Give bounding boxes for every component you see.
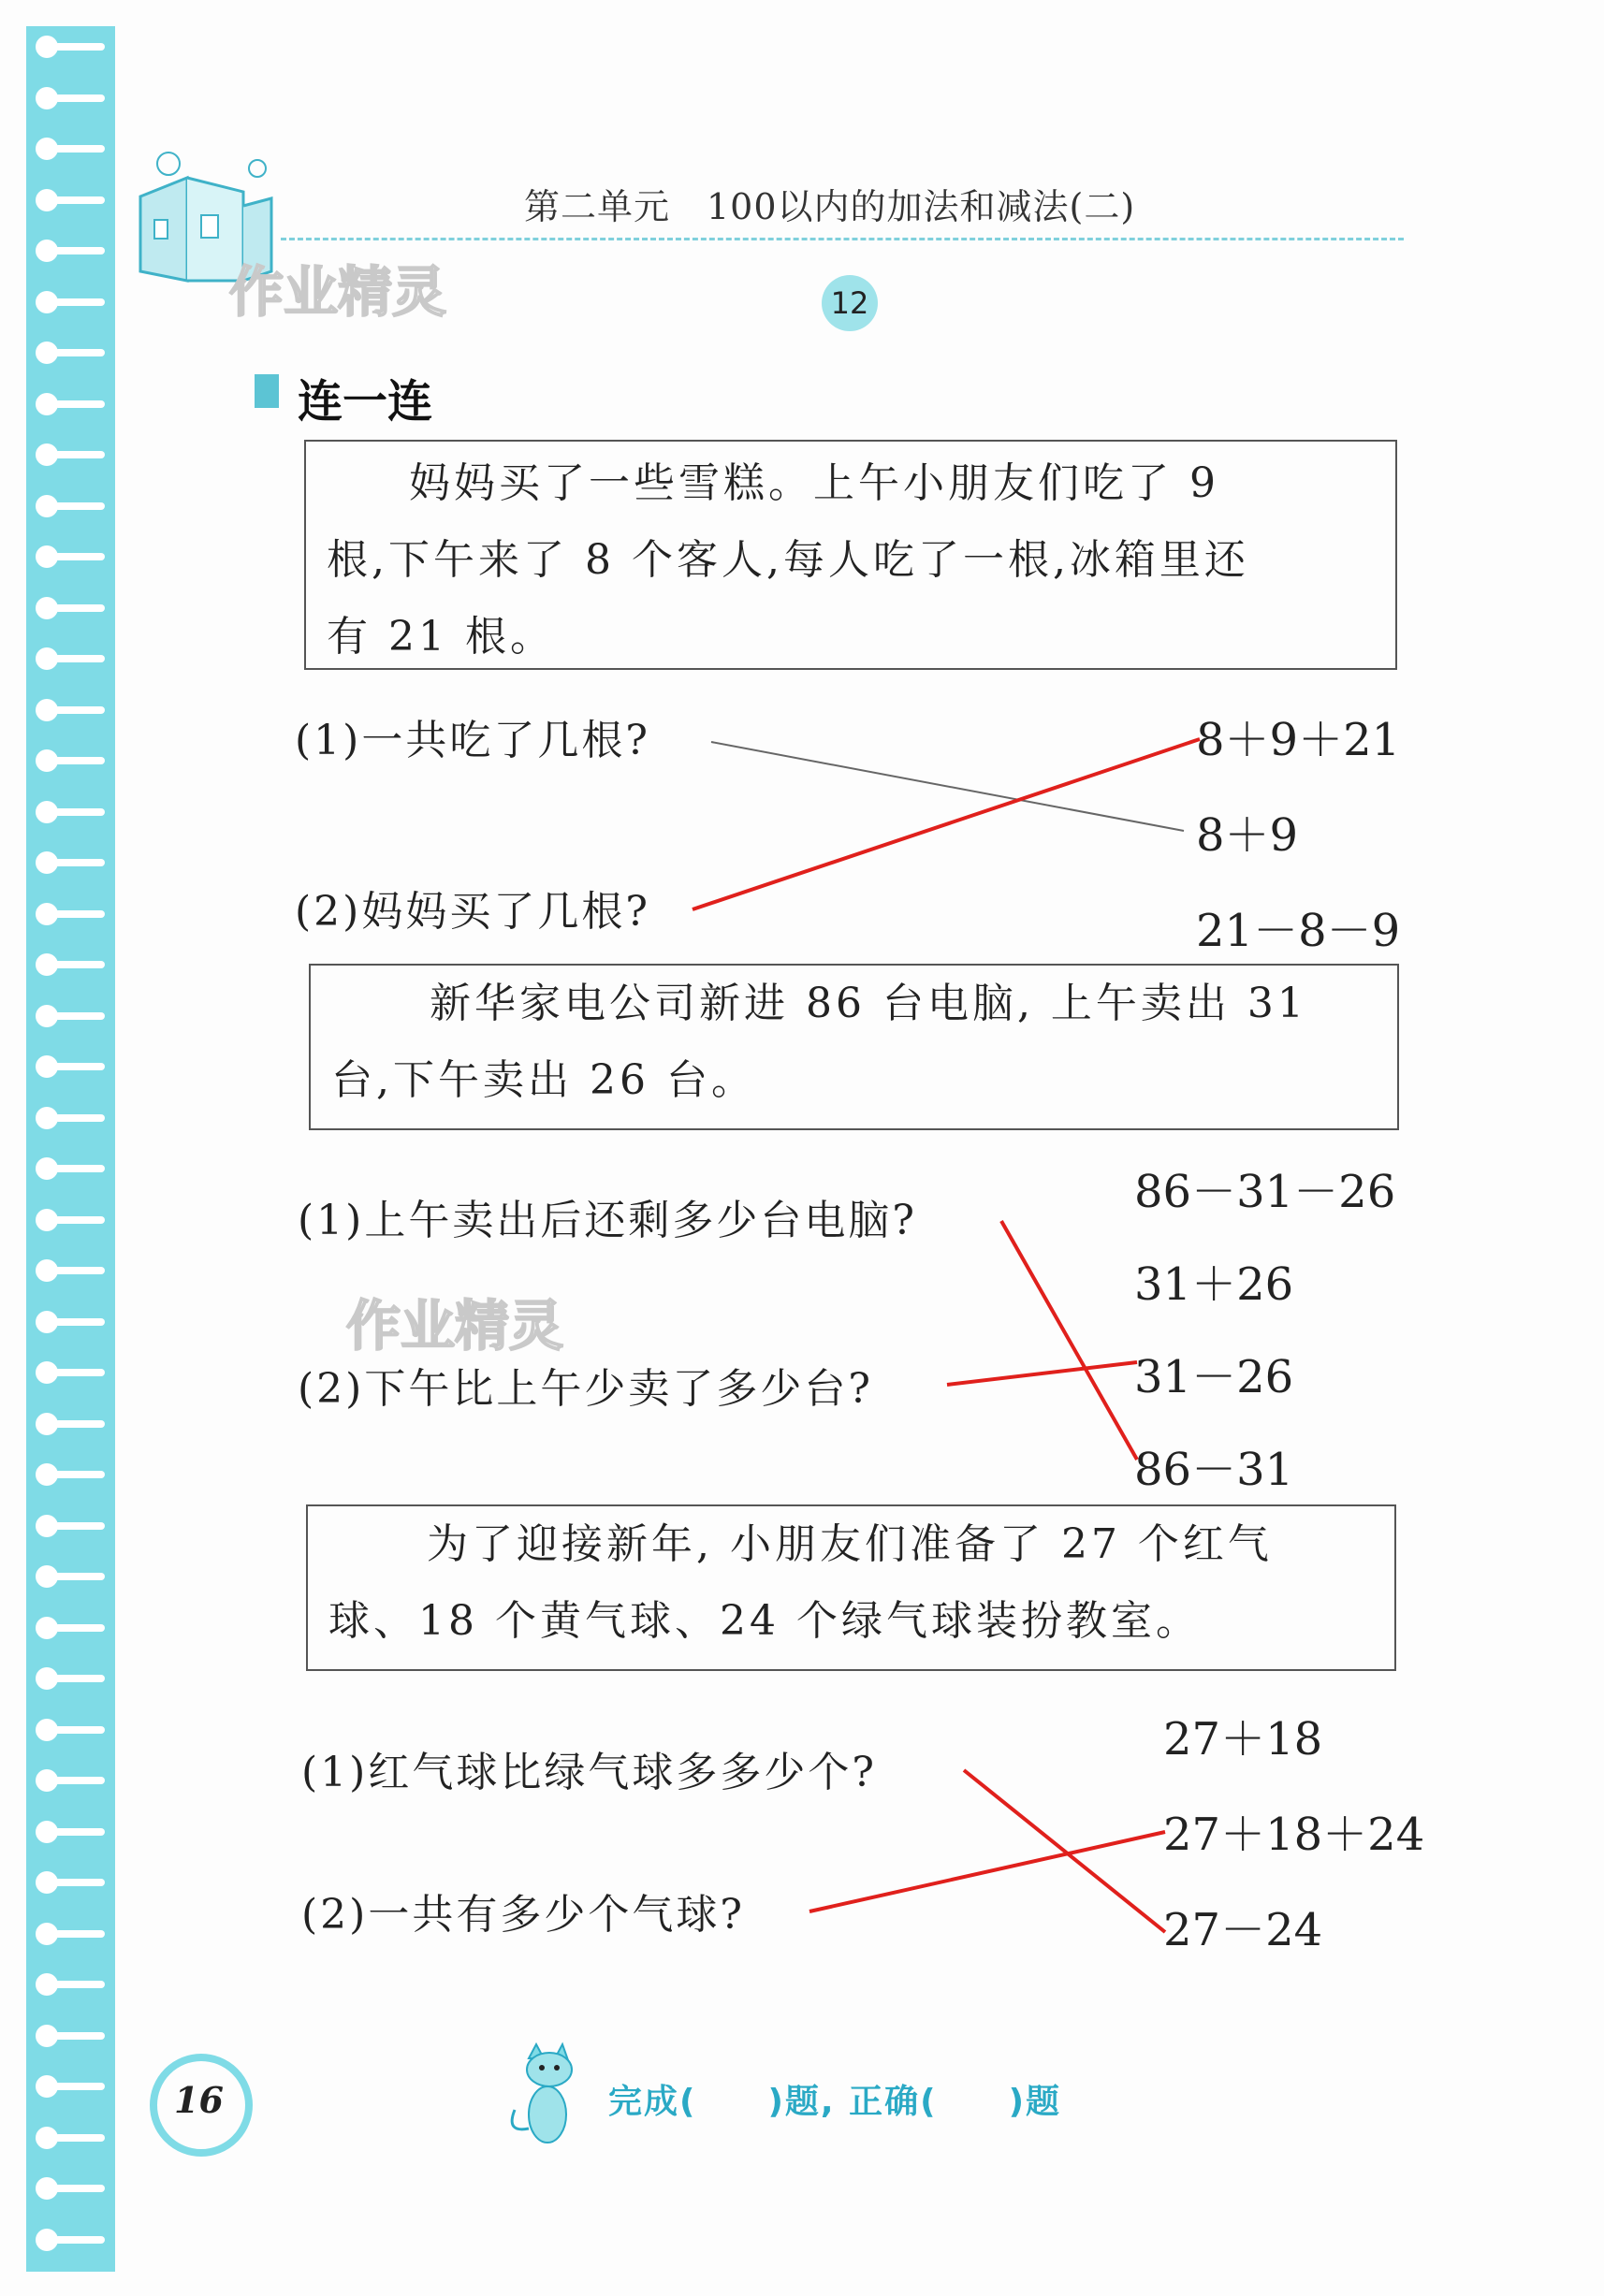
problem1-line: 根,下午来了 8 个客人,每人吃了一根,冰箱里还 — [327, 536, 1249, 584]
binding-ring — [36, 1055, 105, 1078]
problem3-question-1: (1)红气球比绿气球多多少个? — [301, 1749, 877, 1796]
problem3-line: 球、18 个黄气球、24 个绿气球装扮教室。 — [328, 1597, 1201, 1645]
binding-ring — [36, 240, 105, 262]
binding-ring — [36, 851, 105, 874]
binding-ring — [36, 393, 105, 415]
binding-ring — [36, 1107, 105, 1129]
binding-ring — [36, 801, 105, 823]
problem1-expression[interactable]: 8＋9 — [1196, 809, 1299, 862]
binding-ring — [36, 1515, 105, 1537]
binding-ring — [36, 495, 105, 517]
problem2-expression[interactable]: 86－31 — [1134, 1444, 1294, 1496]
binding-ring — [36, 1311, 105, 1333]
binding-ring — [36, 1259, 105, 1282]
binding-ring — [36, 749, 105, 772]
cat-icon — [501, 2040, 594, 2152]
problem3-line: 为了迎接新年, 小朋友们准备了 27 个红气 — [427, 1520, 1273, 1568]
binding-ring — [36, 443, 105, 466]
binding-ring — [36, 189, 105, 211]
problem1-question-1: (1)一共吃了几根? — [295, 717, 650, 764]
problem3-expression[interactable]: 27－24 — [1163, 1904, 1323, 1956]
problem2-question-2: (2)下午比上午少卖了多少台? — [298, 1365, 873, 1413]
answer-line — [693, 739, 1200, 909]
binding-ring — [36, 2075, 105, 2098]
binding-ring — [36, 1565, 105, 1588]
binding-ring — [36, 1361, 105, 1384]
pencil-line — [711, 742, 1184, 831]
binding-ring — [36, 1667, 105, 1690]
binding-ring — [36, 1157, 105, 1180]
binding-ring — [36, 1209, 105, 1231]
binding-ring — [36, 291, 105, 313]
binding-ring — [36, 341, 105, 364]
problem2-expression[interactable]: 86－31－26 — [1134, 1166, 1396, 1218]
problem2-question-1: (1)上午卖出后还剩多少台电脑? — [298, 1197, 917, 1244]
problem1-expression[interactable]: 21－8－9 — [1196, 905, 1401, 957]
binding-ring — [36, 2025, 105, 2047]
section-title: 连一连 — [298, 375, 433, 428]
binding-ring — [36, 1769, 105, 1792]
binding-ring — [36, 545, 105, 568]
problem2-line: 台,下午卖出 26 台。 — [331, 1056, 756, 1104]
binding-ring — [36, 1005, 105, 1027]
problem2-line: 新华家电公司新进 86 台电脑, 上午卖出 31 — [430, 980, 1307, 1027]
binding-ring — [36, 903, 105, 925]
problem2-expression[interactable]: 31＋26 — [1134, 1258, 1294, 1311]
problem1-question-2: (2)妈妈买了几根? — [295, 888, 650, 936]
binding-ring — [36, 1923, 105, 1945]
problem1-line: 有 21 根。 — [327, 613, 555, 661]
problem1-expression[interactable]: 8＋9＋21 — [1196, 714, 1401, 766]
binding-ring — [36, 597, 105, 619]
problem3-expression[interactable]: 27＋18＋24 — [1163, 1809, 1425, 1861]
answer-line — [964, 1770, 1165, 1932]
binding-ring — [36, 1463, 105, 1486]
binding-ring — [36, 1973, 105, 1996]
watermark: 作业精灵 — [229, 260, 447, 324]
binding-ring — [36, 1871, 105, 1894]
watermark: 作业精灵 — [346, 1294, 564, 1358]
binding-ring — [36, 1617, 105, 1639]
binding-ring — [36, 953, 105, 976]
progress-record: 完成( )题, 正确( )题 — [608, 2083, 1062, 2121]
page-number: 16 — [174, 2079, 224, 2121]
binding-ring — [36, 36, 105, 58]
problem3-question-2: (2)一共有多少个气球? — [301, 1891, 745, 1939]
unit-header: 第二单元 100以内的加法和减法(二) — [524, 186, 1136, 227]
binding-ring — [36, 2229, 105, 2251]
binding-ring — [36, 138, 105, 160]
binding-ring — [36, 2177, 105, 2200]
lesson-number-badge: 12 — [822, 275, 878, 331]
binding-ring — [36, 87, 105, 109]
binding-ring — [36, 699, 105, 721]
answer-line — [809, 1832, 1165, 1911]
binding-ring — [36, 1719, 105, 1741]
binding-ring — [36, 2127, 105, 2149]
binding-ring — [36, 1413, 105, 1435]
answer-line — [947, 1362, 1137, 1385]
problem1-line: 妈妈买了一些雪糕。上午小朋友们吃了 9 — [409, 459, 1219, 507]
answer-line — [1001, 1221, 1137, 1460]
binding-ring — [36, 647, 105, 670]
binding-ring — [36, 1821, 105, 1843]
problem3-expression[interactable]: 27＋18 — [1163, 1713, 1323, 1766]
problem2-expression[interactable]: 31－26 — [1134, 1351, 1294, 1403]
